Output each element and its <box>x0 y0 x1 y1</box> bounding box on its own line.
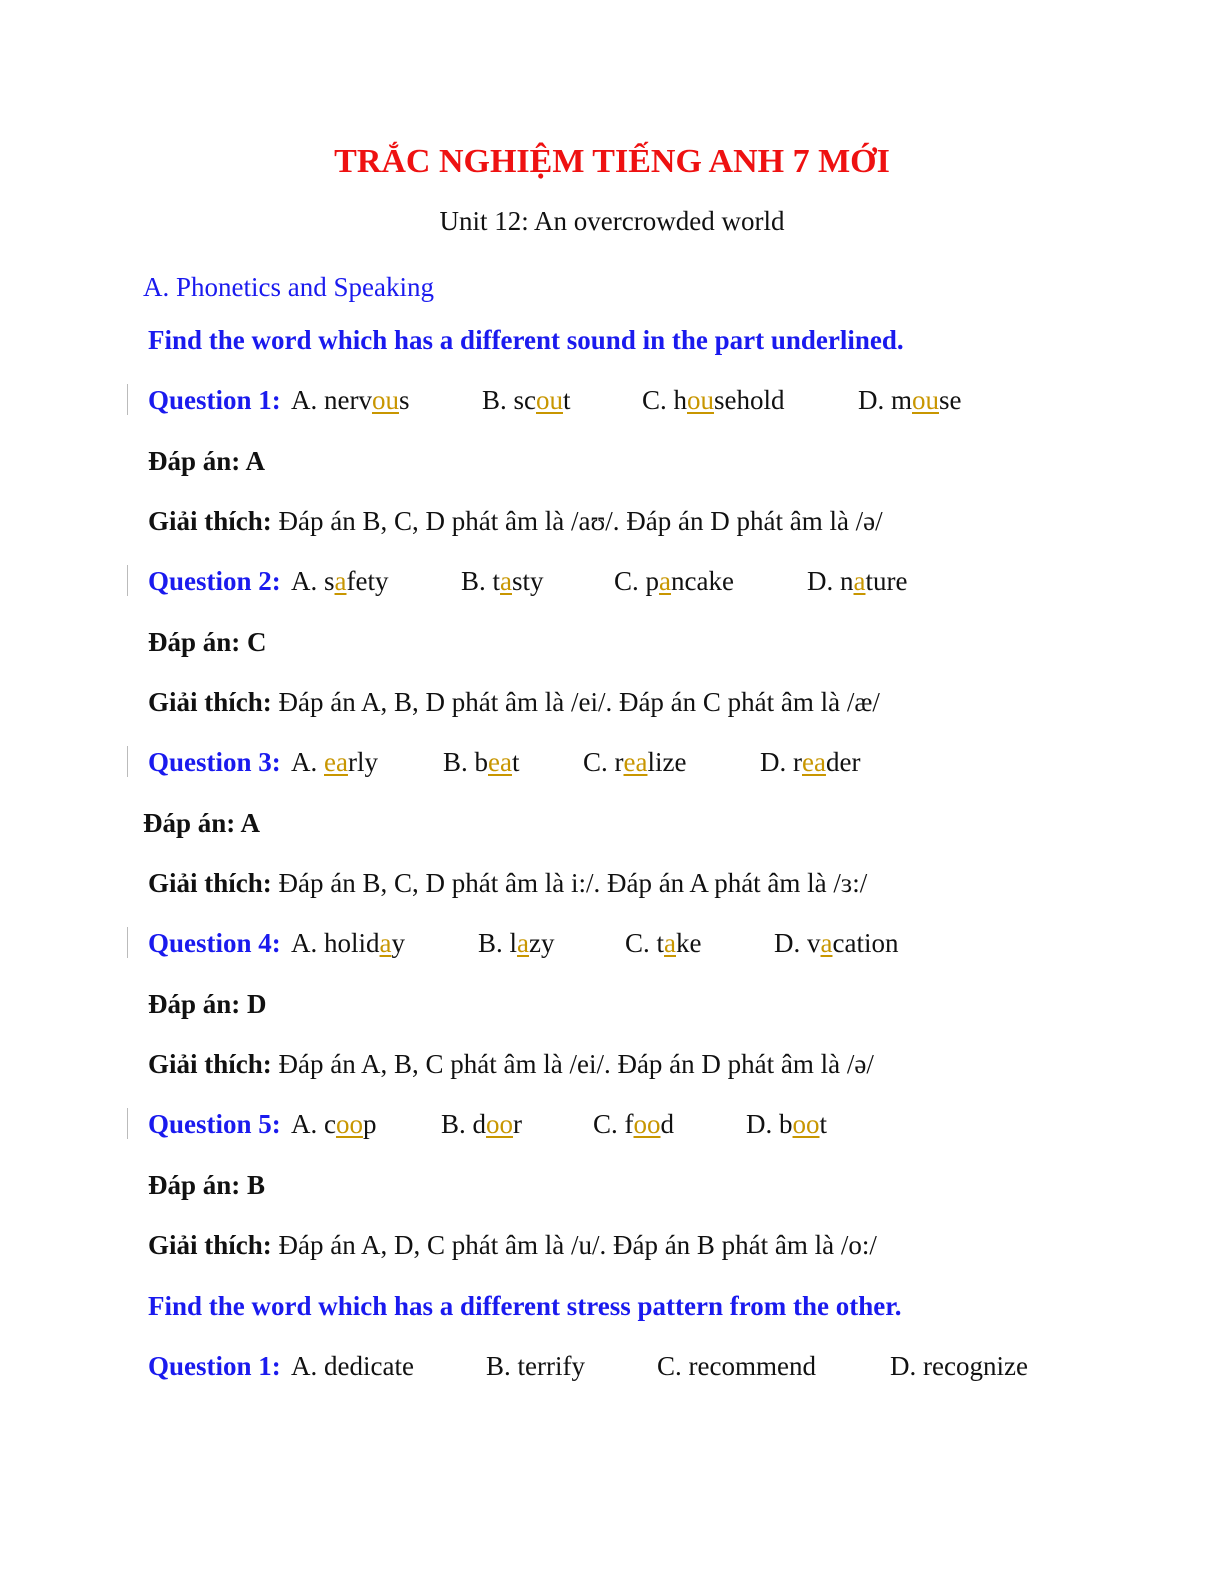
explanation-line: Giải thích: Đáp án A, D, C phát âm là /u/. Đáp án B phát âm là /o:/ <box>148 1230 877 1260</box>
option-a: A. dedicate <box>291 1351 414 1381</box>
option-c: C. take <box>625 928 702 958</box>
answer-value: A <box>245 446 266 476</box>
option-b: B. tasty <box>461 566 544 596</box>
question-row <box>148 1351 1148 1385</box>
option-b: B. terrify <box>486 1351 585 1381</box>
option-c: C. recommend <box>657 1351 816 1381</box>
question-label: Question 3: <box>148 747 281 777</box>
option-c: C. household <box>642 385 785 415</box>
answer-value: C <box>247 627 267 657</box>
option-c: C. pancake <box>614 566 734 596</box>
option-b: B. beat <box>443 747 520 777</box>
option-a: A. holiday <box>291 928 405 958</box>
question-row <box>148 566 1148 600</box>
question-row <box>148 1109 1148 1143</box>
question-row <box>148 928 1148 962</box>
option-c: C. food <box>593 1109 674 1139</box>
section-heading: A. Phonetics and Speaking <box>143 272 434 302</box>
answer-value: A <box>240 808 261 838</box>
answer-line: Đáp án: C <box>148 627 267 657</box>
option-a: A. nervous <box>291 385 410 415</box>
document-title: TRẮC NGHIỆM TIẾNG ANH 7 MỚI <box>334 143 890 180</box>
explanation-line: Giải thích: Đáp án A, B, C phát âm là /ei/. Đáp án D phát âm là /ə/ <box>148 1049 874 1079</box>
explanation-line: Giải thích: Đáp án B, C, D phát âm là /aʊ/. Đáp án D phát âm là /ə/ <box>148 506 883 536</box>
answer-line: Đáp án: A <box>143 808 261 838</box>
option-d: D. vacation <box>774 928 899 958</box>
explanation-line: Giải thích: Đáp án A, B, D phát âm là /ei/. Đáp án C phát âm là /æ/ <box>148 687 880 717</box>
question-row <box>148 385 1148 419</box>
answer-line: Đáp án: D <box>148 989 267 1019</box>
option-d: D. mouse <box>858 385 962 415</box>
question-label: Question 2: <box>148 566 281 596</box>
question-label: Question 1: <box>148 1351 281 1381</box>
margin-marker <box>127 1108 128 1139</box>
question-label: Question 5: <box>148 1109 281 1139</box>
option-d: D. boot <box>746 1109 828 1139</box>
explanation-line: Giải thích: Đáp án B, C, D phát âm là i:/. Đáp án A phát âm là /ɜ:/ <box>148 868 868 898</box>
option-d: D. nature <box>807 566 908 596</box>
instruction-sound: Find the word which has a different sound in the part underlined. <box>148 325 904 355</box>
option-d: D. recognize <box>890 1351 1028 1381</box>
document-subtitle: Unit 12: An overcrowded world <box>439 206 785 236</box>
margin-marker <box>127 565 128 596</box>
question-label: Question 1: <box>148 385 281 415</box>
question-row <box>148 747 1148 781</box>
option-a: A. coop <box>291 1109 377 1139</box>
answer-line: Đáp án: A <box>148 446 266 476</box>
answer-value: B <box>247 1170 266 1200</box>
option-a: A. early <box>291 747 378 777</box>
question-label: Question 4: <box>148 928 281 958</box>
margin-marker <box>127 384 128 415</box>
option-b: B. door <box>441 1109 523 1139</box>
option-d: D. reader <box>760 747 861 777</box>
margin-marker <box>127 746 128 777</box>
option-a: A. safety <box>291 566 389 596</box>
option-b: B. scout <box>482 385 571 415</box>
option-c: C. realize <box>583 747 687 777</box>
answer-value: D <box>247 989 267 1019</box>
answer-line: Đáp án: B <box>148 1170 266 1200</box>
instruction-stress: Find the word which has a different stress pattern from the other. <box>148 1291 902 1321</box>
margin-marker <box>127 927 128 958</box>
option-b: B. lazy <box>478 928 555 958</box>
